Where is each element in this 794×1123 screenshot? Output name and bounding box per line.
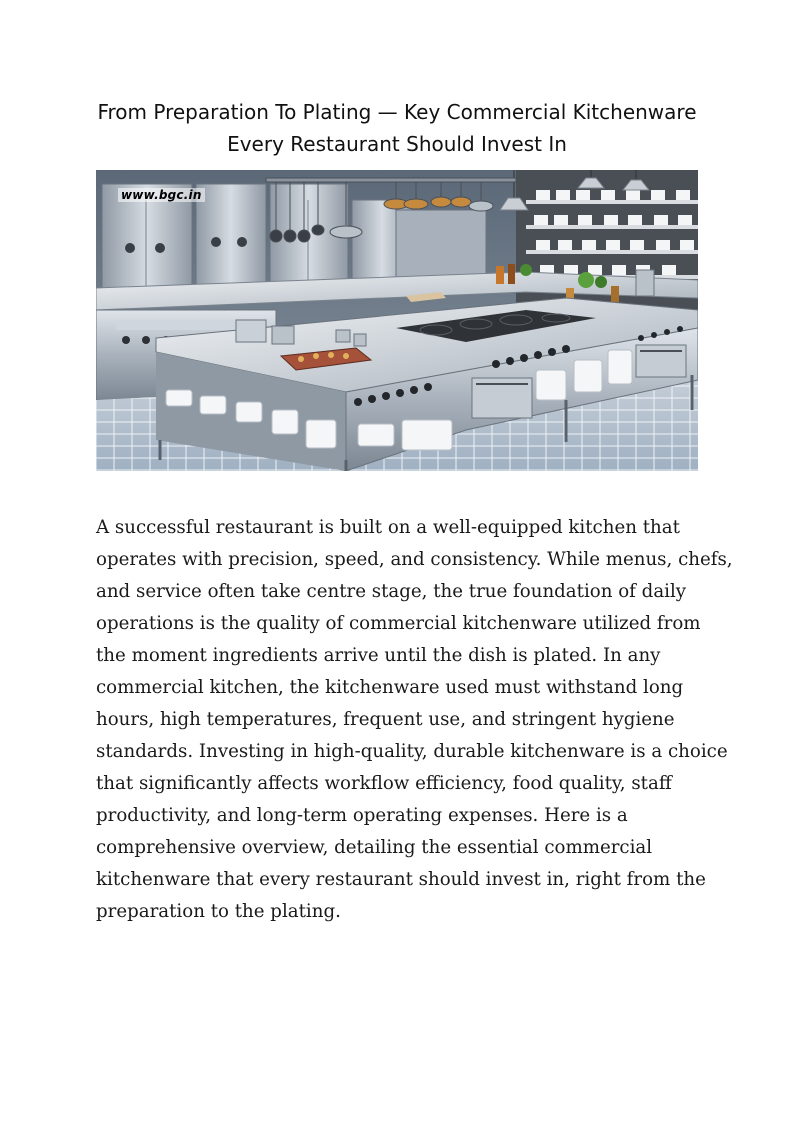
paragraph-line: A successful restaurant is built on a well-equipped kitchen that [96, 517, 680, 538]
paragraph-line: the moment ingredients arrive until the dish is plated. In any [96, 645, 661, 666]
title-line-1: From Preparation To Plating — Key Commercial Kitchenware [97, 100, 697, 124]
paragraph-line: commercial kitchen, the kitchenware used must withstand long [96, 677, 684, 698]
kitchen-image [96, 170, 698, 471]
paragraph-line: that significantly affects workflow efficiency, food quality, staff [96, 773, 672, 794]
paragraph-line: standards. Investing in high-quality, durable kitchenware is a choice [96, 741, 728, 762]
title-line-2: Every Restaurant Should Invest In [227, 132, 567, 156]
paragraph-line: and service often take centre stage, the true foundation of daily [96, 581, 687, 602]
paragraph-line: comprehensive overview, detailing the essential commercial [96, 837, 653, 858]
paragraph-line: preparation to the plating. [96, 901, 341, 922]
paragraph-line: hours, high temperatures, frequent use, and stringent hygiene [96, 709, 675, 730]
paragraph-line: kitchenware that every restaurant should invest in, right from the [96, 869, 706, 890]
kitchen-illustration [96, 170, 698, 471]
page-title [96, 96, 698, 160]
paragraph-line: operations is the quality of commercial kitchenware utilized from [96, 613, 701, 634]
paragraph-line: productivity, and long-term operating expenses. Here is a [96, 805, 628, 826]
intro-paragraph [96, 512, 733, 928]
watermark-text: www.bgc.in [118, 188, 205, 202]
paragraph-line: operates with precision, speed, and consistency. While menus, chefs, [96, 549, 733, 570]
